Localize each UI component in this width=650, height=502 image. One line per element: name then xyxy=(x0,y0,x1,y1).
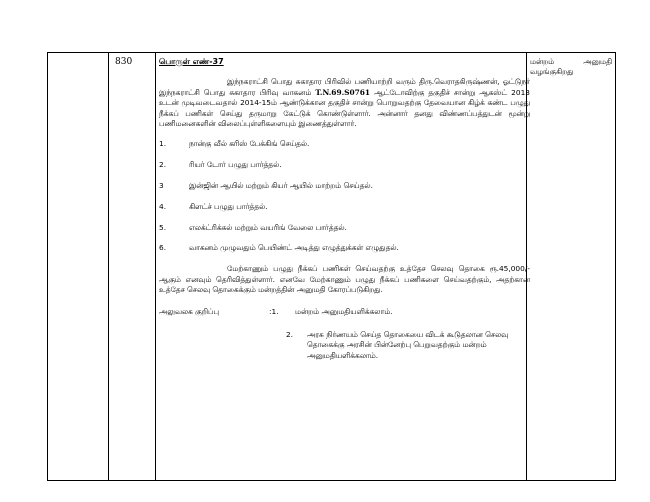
list-item: 4. கிளட்ச் பழுது பார்த்தல். xyxy=(159,201,268,211)
list-item: 3 இன்ஜின் ஆயில் மற்றும் கியர் ஆயில் மாற்றம் செய்தல். xyxy=(159,181,373,191)
office-note-text-2: அரசு நிர்ணயம் செய்த தொகையை விடக் கூடுதலான செலவு தொகைக்கு அரசின் பின்னேற்பு பெறுவதற்கும் மன்றம் அனுமதியளிக்கலாம். xyxy=(307,329,509,360)
intro-text-1: இந்நகராட்சி பொது சுகாதார பிரிவில் பணியாற்றி வரும் திரு.வெராதகிருஷ்ணன், ஓட்டுநர் இந்நகராட்சி பொது சுகாதார பிரிவு வாகனம் xyxy=(159,77,530,97)
subject-heading: பொருள் எண்-37 xyxy=(159,57,224,66)
remarks-column xyxy=(530,57,612,78)
remarks-word-2: அனுமதி xyxy=(583,57,612,66)
office-note-text-1: மன்றம் அனுமதியளிக்கலாம். xyxy=(295,307,393,317)
cost-paragraph: மேற்காணும் பழுது நீக்கப் பணிகள் செய்வதற்கு உத்தேச செலவு தொகை ரூ.45,000/-ஆகும் எனவும் தெரிவித்துள்ளார். எனவே மேற்காணும் பழுது நீக்கப் பணிகளை செய்வதற்கும், அதற்கான உத்தேச செலவு தொகைக்கும் மன்றத்தின் அனுமதி கோரப்படுகிறது. xyxy=(159,264,530,295)
list-item: 2. ரியர் டோர் பழுது பார்த்தல். xyxy=(159,160,282,170)
repair-items-list xyxy=(159,139,530,253)
list-item: 5. எலக்ட்ரிக்கல் மற்றும் வயரிங் வேலை பார்த்தல். xyxy=(159,222,347,232)
office-note-num-1: :1. xyxy=(269,307,279,317)
serial-number: 830 xyxy=(115,57,133,67)
remarks-word-1: மன்றம் xyxy=(530,57,555,66)
resolution-content xyxy=(159,57,530,361)
office-note-second xyxy=(159,330,530,361)
council-resolution-table xyxy=(47,52,616,481)
office-note-num-2: 2. xyxy=(285,329,293,339)
list-item: 6. வாகனம் முழுவதும் பெயிண்ட் அடித்து எழுத்துக்கள் எழுதுதல். xyxy=(159,243,399,253)
column-divider xyxy=(155,53,156,480)
remarks-line-2: வழங்குகிறது xyxy=(530,67,574,77)
intro-paragraph xyxy=(159,77,530,129)
vehicle-number: T.N.69.S0761 xyxy=(315,87,371,97)
office-note xyxy=(159,307,530,317)
column-divider xyxy=(108,53,109,480)
intro-text-2: ஆட்டோவிற்கு தகுதிச் சான்று ஆகஸ்ட் 2013 உடன் முடிவடைவதால் 2014-15ம் ஆண்டுக்கான தகுதிச் சான்று பொறுவதற்கு தேவையான கிழ்க் கண்ட பழுது நீக்கப் பணிகள் செய்து தருமாறு கேட்டுக் கொண்டுள்ளார். அன்னார் தனது விண்ணப்பத்துடன் மூன்று பணிமனைகளின் விலைப்புள்ளிகளையும் இணைத்துள்ளார். xyxy=(159,87,530,129)
office-note-label: அலுவலக குறிப்பு xyxy=(159,307,219,317)
list-item: 1. நான்கு வீல் கரிஸ் பேக்கிங் செய்தல். xyxy=(159,139,310,149)
